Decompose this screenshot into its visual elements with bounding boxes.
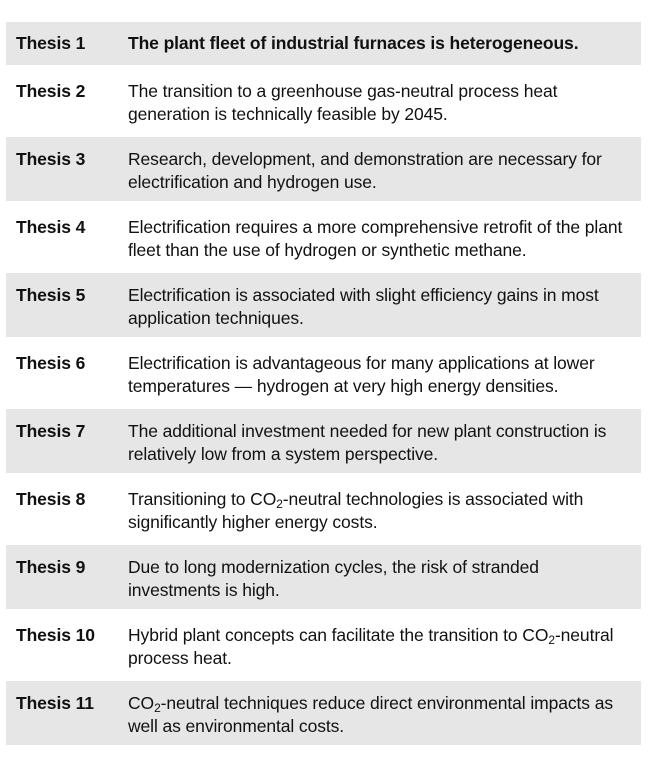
subscript: 2 [548,633,555,647]
thesis-text: Electrification is advantageous for many applications at lower temperatures — hydrogen at very high energy densities. [128,353,595,396]
thesis-text-part: -neutral process heat. [128,625,614,668]
thesis-label: Thesis 5 [16,285,86,305]
thesis-text-part: Transitioning to CO [128,489,277,509]
thesis-label: Thesis 2 [16,81,86,101]
thesis-text-part: -neutral technologies is associated with significantly higher energy costs. [128,489,584,532]
thesis-row [6,69,641,133]
thesis-label: Thesis 6 [16,353,86,373]
thesis-row [6,341,641,405]
thesis-row [6,477,641,541]
theses-table [6,22,641,749]
thesis-row [6,681,641,745]
subscript: 2 [154,701,161,715]
thesis-row [6,205,641,269]
thesis-text: The additional investment needed for new plant construction is relatively low from a system perspective. [128,421,607,464]
thesis-text [128,488,631,534]
subscript: 2 [276,497,283,511]
thesis-label: Thesis 1 [16,33,86,53]
thesis-row [6,409,641,473]
thesis-label: Thesis 4 [16,217,86,237]
thesis-label: Thesis 10 [16,625,95,645]
thesis-row [6,613,641,677]
thesis-text [128,692,631,738]
thesis-text-part: Hybrid plant concepts can facilitate the transition to CO [128,625,549,645]
thesis-row [6,273,641,337]
thesis-text-part: CO [128,693,155,713]
thesis-text: Due to long modernization cycles, the risk of stranded investments is high. [128,557,539,600]
thesis-label: Thesis 9 [16,557,86,577]
thesis-text: The transition to a greenhouse gas-neutral process heat generation is technically feasible by 2045. [128,81,558,124]
thesis-row [6,137,641,201]
thesis-text: Electrification requires a more comprehensive retrofit of the plant fleet than the use of hydrogen or synthetic methane. [128,217,623,260]
thesis-label: Thesis 8 [16,489,86,509]
thesis-text [128,624,631,670]
thesis-text: Electrification is associated with slight efficiency gains in most application techniques. [128,285,599,328]
thesis-label: Thesis 3 [16,149,86,169]
thesis-text: Research, development, and demonstration are necessary for electrification and hydrogen use. [128,149,602,192]
thesis-row [6,22,641,65]
thesis-text: The plant fleet of industrial furnaces is heterogeneous. [128,33,579,53]
thesis-label: Thesis 11 [16,693,94,713]
thesis-label: Thesis 7 [16,421,86,441]
thesis-text-part: -neutral techniques reduce direct environmental impacts as well as environmental costs. [128,693,613,736]
thesis-row [6,545,641,609]
